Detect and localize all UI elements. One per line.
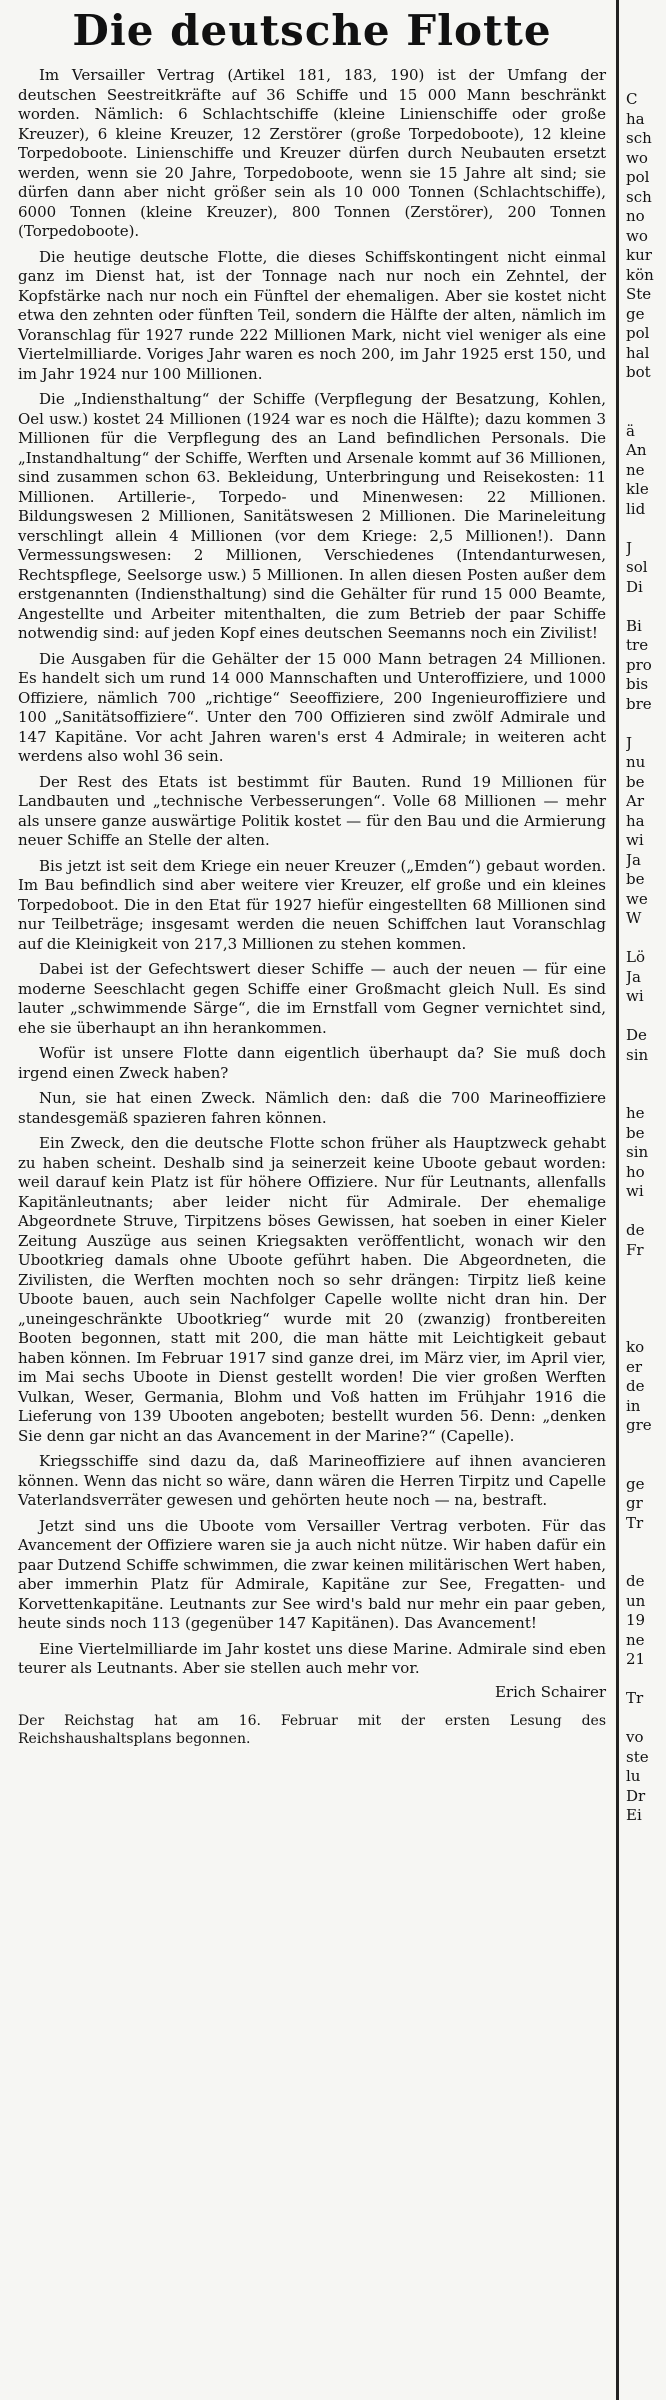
adjacent-column-line (626, 402, 666, 422)
adjacent-column-line: sin (626, 1143, 649, 1161)
adjacent-column-line: un (626, 1591, 646, 1610)
footnote: Der Reichstag hat am 16. Februar mit der ersten Lesung des Reichshaushaltsplans begonnen. (18, 1713, 606, 1747)
adjacent-column-line: er (626, 1357, 643, 1376)
adjacent-column-line: he (626, 1104, 645, 1122)
adjacent-column-line: ha (626, 811, 645, 830)
adjacent-column-line: vo (626, 1728, 644, 1746)
adjacent-column-line: ha (626, 109, 645, 128)
adjacent-column-line: be (626, 772, 645, 791)
adjacent-column-line (626, 1007, 666, 1027)
adjacent-column-line (626, 597, 666, 617)
adjacent-column-line (626, 1319, 666, 1339)
adjacent-column-line: gre (626, 1416, 652, 1434)
adjacent-column-line: sch (626, 129, 652, 147)
adjacent-column-line (626, 1299, 666, 1319)
adjacent-column-line: Ja (626, 850, 641, 869)
adjacent-column-line (626, 1709, 666, 1729)
adjacent-column-line: sol (626, 558, 648, 576)
adjacent-column-line: bre (626, 694, 652, 713)
adjacent-column-line: Fr (626, 1240, 644, 1259)
adjacent-column-line (626, 1085, 666, 1105)
article-paragraph: Nun, sie hat einen Zweck. Nämlich den: daß die 700 Marineoffiziere standesgemäß spazieren fahren können. (18, 1089, 606, 1127)
article-paragraph: Bis jetzt ist seit dem Kriege ein neuer Kreuzer („Emden“) gebaut worden. Im Bau befindlich sind aber weitere vier Kreuzer, elf große und ein kleines Torpedoboot. Die in den Etat für 1927 hiefür eingestellten 68 Millionen sind nur Teilbeträge; insgesamt werden die neuen Schiffchen laut Voranschlag auf die Kleinigkeit von 217,3 Millionen zu stehen kommen. (18, 856, 606, 953)
article-title: Die deutsche Flotte (72, 6, 552, 55)
adjacent-column-line (626, 1553, 666, 1573)
adjacent-column-line: ne (626, 460, 645, 479)
adjacent-column-line: de (626, 1572, 645, 1590)
adjacent-column-line: Ei (626, 1806, 642, 1824)
adjacent-column-line: no (626, 207, 645, 225)
adjacent-column-line: ge (626, 304, 645, 323)
adjacent-column-line: 19 (626, 1611, 646, 1629)
adjacent-column-line: Tr (626, 1689, 644, 1707)
adjacent-column-line: W (626, 909, 642, 927)
adjacent-column-line: ste (626, 1747, 649, 1766)
adjacent-column-line: wi (626, 1182, 644, 1200)
adjacent-column-line: tre (626, 636, 649, 654)
adjacent-column-line (626, 1065, 666, 1085)
article-paragraph: Die Ausgaben für die Gehälter der 15 000 Mann betragen 24 Millionen. Es handelt sich um rund 14 000 Mannschaften und Unteroffiziere, und 1000 Offiziere, nämlich 700 „richtige“ Seeoffiziere, 200 Ingenieuroffiziere und 100 „Sanitätsoffiziere“. Unter den 700 Offizieren sind zwölf Admirale und 147 Kapitäne. Vor acht Jahren waren's erst 4 Admirale; in weiteren acht werdens also wohl 36 sein. (18, 649, 606, 765)
article-paragraph: Kriegsschiffe sind dazu da, daß Marineoffiziere auf ihnen avancieren können. Wenn das nicht so wäre, dann wären die Herren Tirpitz und Capelle Vaterlandsverräter gewesen und gehörten heute noch — na, bestraft. (18, 1452, 606, 1509)
article-paragraph: Eine Viertelmilliarde im Jahr kostet uns diese Marine. Admirale sind eben teurer als Leutnants. Aber sie stellen auch mehr vor. (18, 1639, 606, 1677)
adjacent-column-line: in (626, 1396, 641, 1415)
adjacent-column-line: Ja (626, 967, 641, 986)
adjacent-column-line: lu (626, 1767, 641, 1785)
adjacent-column-line (626, 519, 666, 539)
article-paragraph: Die „Indiensthaltung“ der Schiffe (Verpflegung der Besatzung, Kohlen, Oel usw.) kostet 24 Millionen (1924 war es noch die Hälfte); dazu kommen 3 Millionen für die Verpflegung des an Land befindlichen Personals. Die „Instandhaltung“ der Schiffe, Werften und Arsenale kommt auf 36 Millionen, sind zusammen schon 63. Bekleidung, Unterbringung und Reisekosten: 11 Millionen. Artillerie-, Torpedo- und Minenwesen: 22 Millionen. Bildungswesen 2 Millionen, Sanitätswesen 2 Millionen. Die Marineleitung verschlingt allein 4 Millionen (vor dem Kriege: 2,5 Millionen!). Dann Vermessungswesen: 2 Millionen, Verschiedenes (Intendanturwesen, Rechtspflege, Seelsorge usw.) 5 Millionen. In allen diesen Posten außer dem erstgenannten (Indiensthaltung) sind die Gehälter für rund 15 000 Beamte, Angestellte und Arbeiter mitenthalten, die zum Betrieb der paar Schiffe notwendig sind: auf jeden Kopf eines deutschen Seemanns noch ein Zivilist! (18, 390, 606, 642)
adjacent-column-line: kle (626, 480, 649, 498)
adjacent-column-line: pol (626, 168, 650, 186)
article-paragraph: Im Versailler Vertrag (Artikel 181, 183, 190) ist der Umfang der deutschen Seestreitkräfte auf 36 Schiffe und 15 000 Mann beschränkt worden. Nämlich: 6 Schlachtschiffe (kleine Linienschiffe oder große Kreuzer), 6 kleine Kreuzer, 12 Zerstörer (große Torpedoboote), 12 kleine Torpedoboote. Linienschiffe und Kreuzer dürfen durch Neubauten ersetzt werden, wenn sie 20 Jahre, Torpedoboote, wenn sie 15 Jahre alt sind; sie dürfen dann aber nicht größer sein als 10 000 Tonnen (Schlachtschiffe), 6000 Tonnen (kleine Kreuzer), 800 Tonnen (Zerstörer), 200 Tonnen (Torpedoboote). (18, 66, 606, 240)
adjacent-column-line: J (626, 733, 633, 752)
adjacent-column-line: An (626, 441, 647, 459)
article-paragraph: Wofür ist unsere Flotte dann eigentlich überhaupt da? Sie muß doch irgend einen Zweck haben? (18, 1044, 606, 1082)
adjacent-column-line: pol (626, 324, 650, 342)
adjacent-column-line: we (626, 889, 648, 908)
adjacent-column-line: kur (626, 246, 652, 264)
article-column (18, 6, 606, 1754)
adjacent-column-line: bot (626, 363, 651, 381)
adjacent-column-line: ge (626, 1474, 645, 1493)
adjacent-column-line: Lö (626, 948, 645, 966)
column-separator (616, 0, 619, 2400)
adjacent-column-line: ä (626, 421, 635, 440)
adjacent-column-line: pro (626, 655, 652, 674)
adjacent-column-line (626, 1533, 666, 1553)
adjacent-column-line: wo (626, 226, 648, 245)
adjacent-column-line: be (626, 870, 645, 888)
adjacent-column-fragment (626, 90, 666, 1826)
adjacent-column-line: wo (626, 148, 648, 167)
article-paragraph: Dabei ist der Gefechtswert dieser Schiffe — auch der neuen — für eine moderne Seeschlacht gegen Schiffe einer Großmacht gleich Null. Es sind lauter „schwimmende Särge“, die im Ernstfall vom Gegner vernichtet sind, ehe sie überhaupt an ihn herankommen. (18, 960, 606, 1037)
article-paragraph: Ein Zweck, den die deutsche Flotte schon früher als Hauptzweck gehabt zu haben scheint. Deshalb sind ja seinerzeit keine Uboote gebaut worden: weil darauf kein Platz ist für höhere Offiziere. Nur für Leutnants, allenfalls Kapitänleutnants; aber leider nicht für Admirale. Der ehemalige Abgeordnete Struve, Tirpitzens böses Gewissen, hat soeben in einer Kieler Zeitung Auszüge aus seinen Kriegsakten veröffentlicht, wonach wir den Ubootkrieg damals ohne Uboote geführt haben. Die Abgeordneten, die Zivilisten, die Werften mochten noch so sehr drängen: Tirpitz ließ keine Uboote bauen, auch sein Nachfolger Capelle wollte nicht dran hin. Der „uneingeschränkte Ubootkrieg“ wurde mit 20 (zwanzig) frontbereiten Booten begonnen, statt mit 200, die man hätte mit Leichtigkeit gebaut haben können. Im Februar 1917 sind ganze drei, im März vier, im April vier, im Mai sechs Uboote in Dienst gestellt worden! Die vier großen Werften Vulkan, Weser, Germania, Blohm und Voß hatten im Frühjahr 1916 die Lieferung von 139 Ubooten angeboten; bestellt wurden 56. Denn: „denken Sie denn gar nicht an das Avancement in der Marine?“ (Capelle). (18, 1134, 606, 1445)
adjacent-column-line: Bi (626, 616, 642, 635)
adjacent-column-line: nu (626, 753, 646, 771)
adjacent-column-line: ho (626, 1162, 645, 1181)
adjacent-column-line (626, 1202, 666, 1222)
adjacent-column-line: ko (626, 1338, 645, 1356)
article-paragraph: Die heutige deutsche Flotte, die dieses Schiffskontingent nicht einmal ganz im Dienst hat, ist der Tonnage nach nur noch ein Zehntel, der Kopfstärke nach nur noch ein Fünftel der ehemaligen. Aber sie kostet nicht etwa den zehnten oder fünften Teil, sondern die Hälfte der alten, nämlich im Voranschlag für 1927 runde 222 Millionen Mark, nicht viel weniger als eine Viertelmilliarde. Voriges Jahr waren es noch 200, im Jahr 1925 erst 150, und im Jahr 1924 nur 100 Millionen. (18, 247, 606, 383)
article-paragraph: Jetzt sind uns die Uboote vom Versailler Vertrag verboten. Für das Avancement der Offiziere waren sie ja auch nicht nütze. Wir haben dafür ein paar Dutzend Schiffe schwimmen, die zwar keinen militärischen Wert haben, aber immerhin Platz für Admirale, Kapitäne zur See, Fregatten- und Korvettenkapitäne. Leutnants zur See wird's bald nur mehr ein paar geben, heute sinds noch 113 (gegenüber 147 Kapitänen). Das Avancement! (18, 1516, 606, 1632)
adjacent-column-line (626, 1670, 666, 1690)
adjacent-column-line: C (626, 90, 638, 108)
adjacent-column-line: De (626, 1026, 647, 1044)
adjacent-column-line (626, 1260, 666, 1280)
adjacent-column-line: sin (626, 1045, 649, 1064)
adjacent-column-line: wi (626, 831, 644, 849)
adjacent-column-line (626, 1280, 666, 1300)
adjacent-column-line: 21 (626, 1650, 646, 1668)
adjacent-column-line: gr (626, 1494, 643, 1512)
adjacent-column-line: bis (626, 675, 649, 693)
adjacent-column-line: Tr (626, 1513, 644, 1532)
adjacent-column-line: Dr (626, 1786, 646, 1805)
adjacent-column-line (626, 1436, 666, 1456)
adjacent-column-line (626, 1455, 666, 1475)
article-paragraph: Der Rest des Etats ist bestimmt für Bauten. Rund 19 Millionen für Landbauten und „technische Verbesserungen“. Volle 68 Millionen — mehr als unsere ganze auswärtige Politik kostet — für den Bau und die Armierung neuer Schiffe an Stelle der alten. (18, 772, 606, 849)
adjacent-column-line: de (626, 1377, 645, 1395)
adjacent-column-line: lid (626, 499, 646, 518)
adjacent-column-line: Ar (626, 792, 645, 810)
adjacent-column-line: de (626, 1221, 645, 1239)
adjacent-column-line: wi (626, 987, 644, 1005)
adjacent-column-line: kön (626, 265, 654, 284)
adjacent-column-line (626, 383, 666, 403)
adjacent-column-line: be (626, 1123, 645, 1142)
adjacent-column-line: Di (626, 577, 643, 596)
author-signature: Erich Schairer (494, 1682, 606, 1701)
adjacent-column-line: J (626, 538, 633, 557)
adjacent-column-line (626, 929, 666, 949)
adjacent-column-line: ne (626, 1630, 645, 1649)
adjacent-column-line: hal (626, 343, 650, 362)
adjacent-column-line (626, 714, 666, 734)
adjacent-column-line: sch (626, 187, 652, 206)
adjacent-column-line: Ste (626, 285, 652, 303)
